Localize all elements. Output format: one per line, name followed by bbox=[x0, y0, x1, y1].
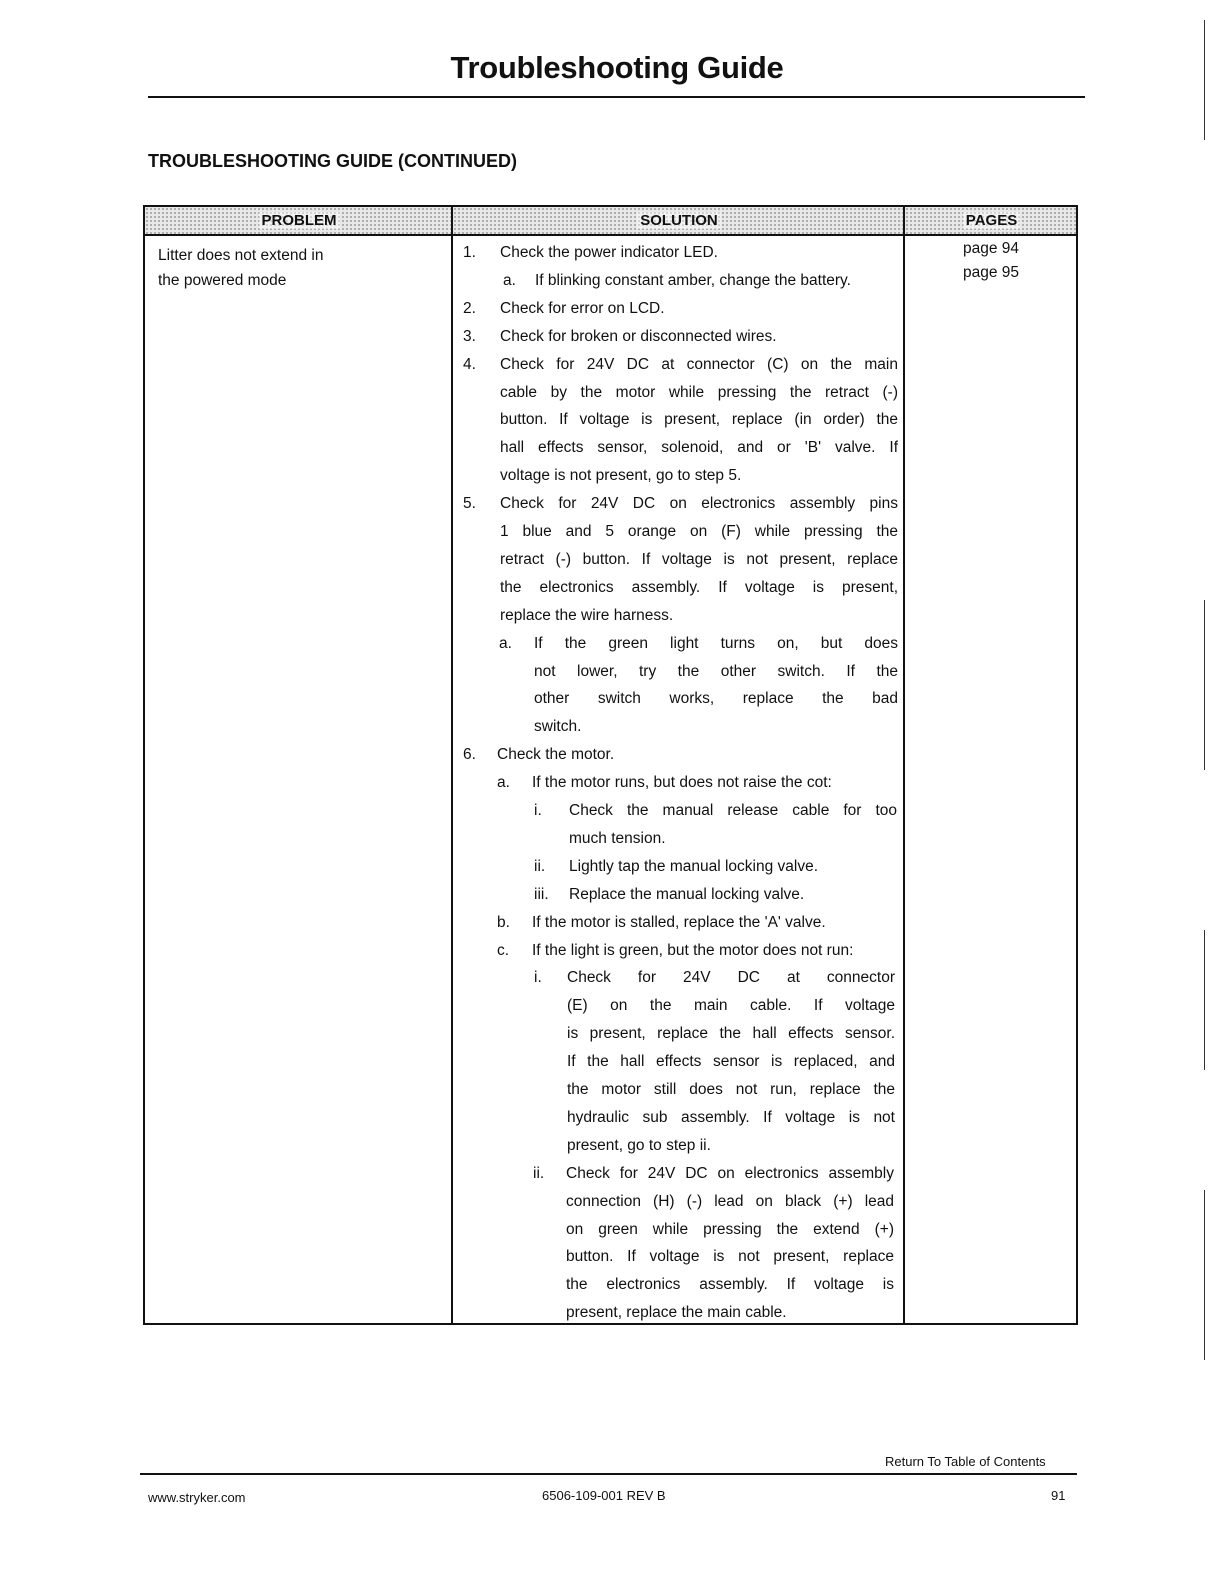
solution-line: not lower, try the other switch. If the bbox=[534, 662, 898, 680]
solution-header bbox=[453, 207, 905, 234]
solution-line: Check for 24V DC at connector bbox=[567, 969, 895, 987]
title-rule bbox=[148, 96, 1085, 98]
step-marker: c. bbox=[497, 941, 510, 959]
solution-header-label: SOLUTION bbox=[637, 212, 721, 229]
step-marker: a. bbox=[499, 634, 512, 652]
solution-line: If the motor is stalled, replace the 'A' valve. bbox=[532, 913, 826, 931]
troubleshooting-table bbox=[143, 205, 1078, 1325]
step-marker: 6. bbox=[463, 746, 476, 764]
step-marker: ii. bbox=[534, 857, 546, 875]
solution-line: Replace the manual locking valve. bbox=[569, 885, 805, 903]
table-header-row bbox=[145, 207, 1076, 236]
page-reference-link[interactable]: page 94 bbox=[963, 240, 1020, 257]
solution-line: present, go to step ii. bbox=[567, 1136, 711, 1154]
column-divider bbox=[451, 207, 453, 1323]
scan-edge-mark bbox=[1204, 1190, 1205, 1360]
solution-line: present, replace the main cable. bbox=[566, 1304, 787, 1322]
problem-line: the powered mode bbox=[158, 272, 287, 289]
step-marker: b. bbox=[497, 913, 510, 931]
solution-line: Check the manual release cable for too bbox=[569, 802, 897, 819]
solution-line: other switch works, replace the bad bbox=[534, 690, 898, 708]
pages-header-label: PAGES bbox=[963, 212, 1020, 229]
solution-line: (E) on the main cable. If voltage bbox=[567, 997, 895, 1015]
solution-line: the electronics assembly. If voltage is bbox=[566, 1276, 894, 1294]
solution-line: voltage is not present, go to step 5. bbox=[500, 467, 742, 485]
solution-line: If blinking constant amber, change the battery. bbox=[535, 271, 851, 289]
solution-line: on green while pressing the extend (+) bbox=[566, 1220, 894, 1238]
step-marker: 5. bbox=[463, 495, 476, 513]
solution-line: is present, replace the hall effects sensor. bbox=[567, 1025, 895, 1043]
scan-edge-mark bbox=[1204, 930, 1205, 1070]
solution-line: cable by the motor while pressing the retract (-) bbox=[500, 383, 898, 401]
solution-line: switch. bbox=[534, 718, 582, 736]
solution-line: Check for 24V DC on electronics assembly pins bbox=[500, 495, 898, 513]
problem-header bbox=[145, 207, 453, 234]
section-heading: TROUBLESHOOTING GUIDE (CONTINUED) bbox=[148, 151, 517, 171]
solution-line: If the hall effects sensor is replaced, and bbox=[567, 1053, 895, 1071]
problem-header-label: PROBLEM bbox=[259, 212, 340, 229]
step-marker: 3. bbox=[463, 327, 476, 345]
solution-line: much tension. bbox=[569, 829, 666, 847]
step-marker: i. bbox=[534, 802, 542, 819]
step-marker: a. bbox=[497, 774, 510, 792]
solution-line: hydraulic sub assembly. If voltage is not bbox=[567, 1108, 895, 1126]
step-marker: 4. bbox=[463, 355, 476, 373]
step-marker: ii. bbox=[533, 1164, 545, 1182]
solution-line: connection (H) (-) lead on black (+) lead bbox=[566, 1192, 894, 1210]
footer-rule bbox=[140, 1473, 1077, 1475]
pages-header bbox=[905, 207, 1078, 234]
scan-edge-mark bbox=[1204, 20, 1205, 140]
problem-line: Litter does not extend in bbox=[158, 247, 324, 264]
step-marker: 2. bbox=[463, 299, 476, 317]
page-reference-link[interactable]: page 95 bbox=[963, 264, 1020, 281]
column-divider bbox=[903, 207, 905, 1323]
document-number: 6506-109-001 REV B bbox=[542, 1488, 666, 1503]
solution-line: Check for 24V DC on electronics assembly bbox=[566, 1164, 894, 1182]
scan-edge-mark bbox=[1204, 600, 1205, 770]
solution-line: If the motor runs, but does not raise the cot: bbox=[532, 774, 832, 792]
solution-line: Check for broken or disconnected wires. bbox=[500, 327, 777, 345]
pages-cell bbox=[963, 237, 1063, 285]
step-marker: a. bbox=[503, 271, 516, 289]
website-link[interactable]: www.stryker.com bbox=[148, 1490, 246, 1505]
solution-line: Check for 24V DC at connector (C) on the main bbox=[500, 355, 898, 373]
step-marker: 1. bbox=[463, 244, 476, 261]
solution-line: hall effects sensor, solenoid, and or 'B' valve. If bbox=[500, 439, 898, 457]
solution-line: If the light is green, but the motor does not run: bbox=[532, 941, 854, 959]
solution-line: Lightly tap the manual locking valve. bbox=[569, 857, 819, 875]
step-marker: i. bbox=[534, 969, 542, 987]
solution-line: button. If voltage is present, replace (in order) the bbox=[500, 411, 898, 429]
solution-line: If the green light turns on, but does bbox=[534, 634, 898, 652]
return-to-toc-link[interactable]: Return To Table of Contents bbox=[885, 1454, 1046, 1469]
solution-line: 1 blue and 5 orange on (F) while pressing the bbox=[500, 523, 898, 540]
page-title: Troubleshooting Guide bbox=[450, 50, 784, 85]
solution-line: retract (-) button. If voltage is not present, replace bbox=[500, 550, 898, 568]
solution-line: the electronics assembly. If voltage is present, bbox=[500, 578, 898, 596]
solution-line: button. If voltage is not present, replace bbox=[566, 1248, 894, 1266]
solution-line: Check for error on LCD. bbox=[500, 299, 665, 317]
solution-line: Check the motor. bbox=[497, 746, 615, 764]
problem-cell bbox=[158, 243, 448, 293]
solution-line: Check the power indicator LED. bbox=[500, 244, 718, 261]
solution-line: replace the wire harness. bbox=[500, 606, 674, 624]
page-number: 91 bbox=[1051, 1488, 1066, 1503]
step-marker: iii. bbox=[534, 885, 549, 903]
solution-line: the motor still does not run, replace the bbox=[567, 1081, 895, 1098]
